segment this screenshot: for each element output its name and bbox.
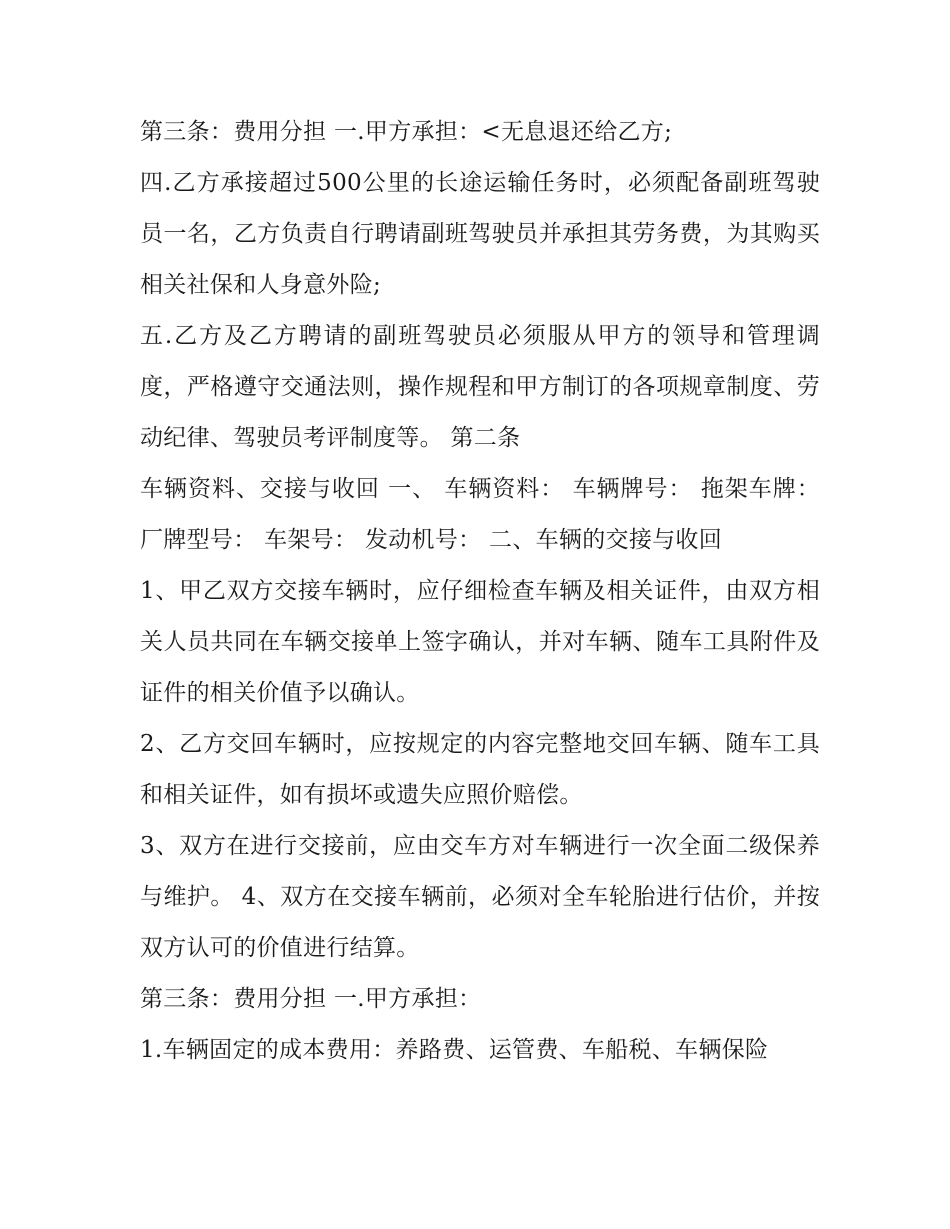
paragraph-handover-1: 1、甲乙双方交接车辆时，应仔细检查车辆及相关证件，由双方相关人员共同在车辆交接单上签字确认，并对车辆、随车工具附件及证件的相关价值予以确认。 xyxy=(140,578,820,706)
paragraph-article-three: 第三条：费用分担 一.甲方承担： xyxy=(140,986,482,1012)
paragraph-clause-five: 五.乙方及乙方聘请的副班驾驶员必须服从甲方的领导和管理调度，严格遵守交通法则，操作规程和甲方制订的各项规章制度、劳动纪律、驾驶员考评制度等。 第二条 xyxy=(140,323,820,451)
document-body xyxy=(140,107,820,1076)
paragraph-vehicle-info: 车辆资料、交接与收回 一、 车辆资料： 车辆牌号： 拖架车牌： 厂牌型号： 车架号： 发动机号： 二、车辆的交接与收回 xyxy=(140,476,820,553)
paragraph-handover-2: 2、乙方交回车辆时，应按规定的内容完整地交回车辆、随车工具和相关证件，如有损坏或遗失应照价赔偿。 xyxy=(140,731,820,808)
paragraph-clause-four: 四.乙方承接超过500公里的长途运输任务时，必须配备副班驾驶员一名，乙方负责自行聘请副班驾驶员并承担其劳务费，为其购买相关社保和人身意外险; xyxy=(140,170,820,298)
paragraph-fee-sharing-intro: 第三条：费用分担 一.甲方承担：<无息退还给乙方; xyxy=(140,119,673,145)
paragraph-handover-3-4: 3、双方在进行交接前，应由交车方对车辆进行一次全面二级保养与维护。 4、双方在交接车辆前，必须对全车轮胎进行估价，并按双方认可的价值进行结算。 xyxy=(140,833,820,961)
paragraph-fixed-costs: 1.车辆固定的成本费用：养路费、运管费、车船税、车辆保险 xyxy=(140,1037,769,1063)
